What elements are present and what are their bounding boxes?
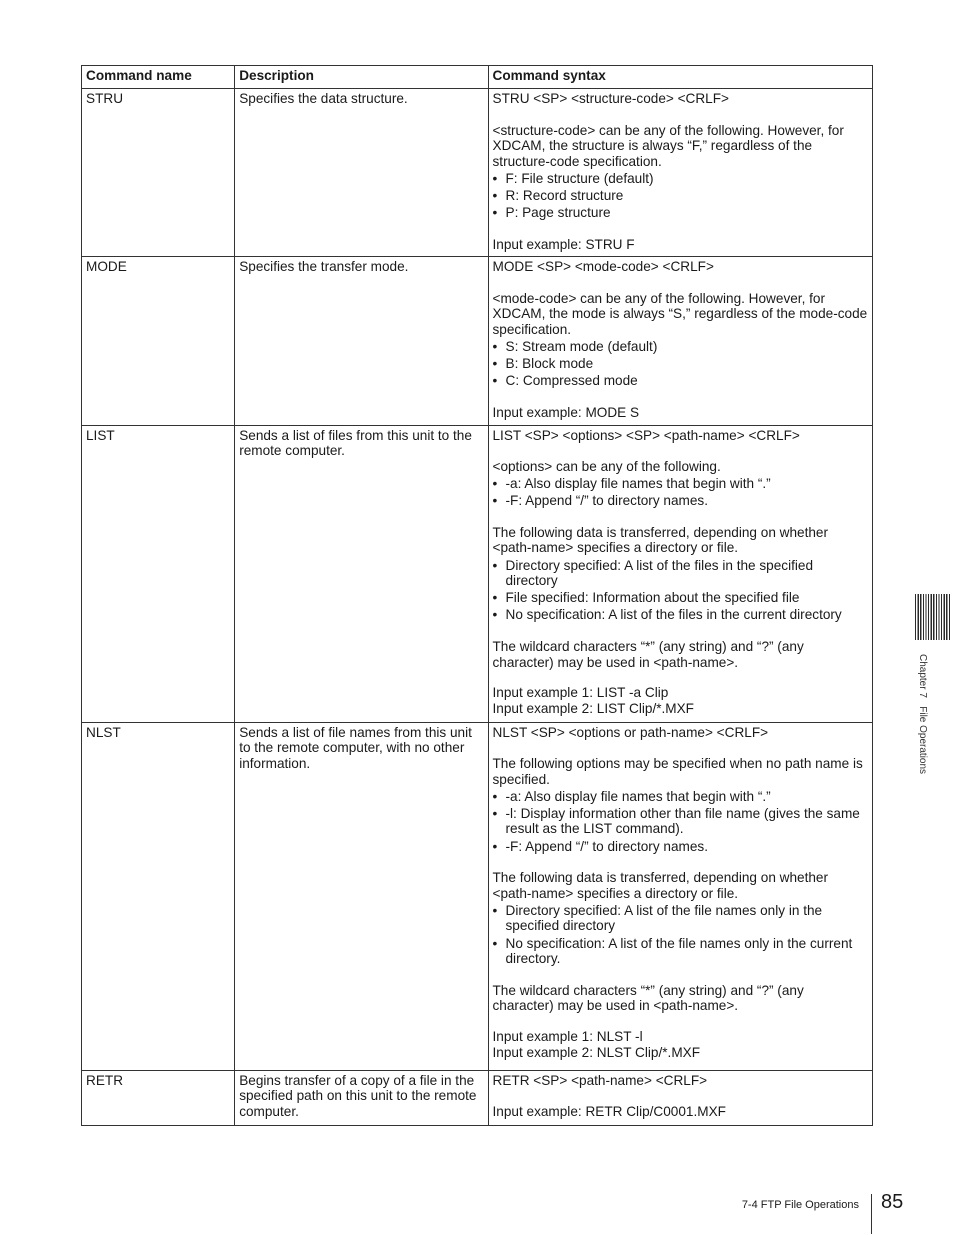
command-description: Sends a list of file names from this unit to the remote computer, with no other information.: [235, 722, 488, 1070]
transfer-intro: The following data is transferred, depending on whether <path-name> specifies a directory or file.: [492, 870, 829, 901]
syntax-line: NLST <SP> <options or path-name> <CRLF>: [492, 724, 769, 740]
command-description: Specifies the transfer mode.: [235, 257, 488, 425]
option-list: [493, 171, 869, 221]
list-item: • S: Stream mode (default): [493, 339, 869, 355]
syntax-line: LIST <SP> <options> <SP> <path-name> <CRLF>: [492, 427, 800, 443]
list-item: • -a: Also display file names that begin with “.”: [493, 789, 869, 805]
command-syntax-cell: [488, 89, 873, 257]
options-intro: <options> can be any of the following.: [492, 459, 721, 475]
input-example: Input example: MODE S: [492, 404, 640, 420]
wildcard-note: The wildcard characters “*” (any string) and “?” (any character) may be used in <path-name>.: [492, 982, 804, 1014]
command-name: RETR: [82, 1070, 235, 1125]
command-syntax-cell: [488, 1070, 873, 1125]
syntax-note: <mode-code> can be any of the following. However, for XDCAM, the mode is always “S,” regardless of the mode-code specification.: [492, 290, 868, 338]
header-command-name: Command name: [82, 66, 235, 89]
list-item: • P: Page structure: [493, 205, 869, 221]
input-example: Input example: STRU F: [492, 236, 635, 252]
list-item: • F: File structure (default): [493, 171, 869, 187]
list-item: • C: Compressed mode: [493, 373, 869, 389]
list-item: • No specification: A list of the files in the current directory: [493, 607, 869, 623]
table-row: [82, 722, 873, 1070]
list-item: • B: Block mode: [493, 356, 869, 372]
list-item: • File specified: Information about the specified file: [493, 590, 869, 606]
input-example: Input example 1: NLST -l: [492, 1028, 643, 1044]
command-description: Begins transfer of a copy of a file in the specified path on this unit to the remote computer.: [235, 1070, 488, 1125]
option-list: [493, 339, 869, 389]
list-item: • -F: Append “/” to directory names.: [493, 839, 869, 855]
transfer-list: [493, 903, 869, 967]
option-list: [493, 476, 869, 509]
syntax-line: STRU <SP> <structure-code> <CRLF>: [492, 91, 729, 106]
header-command-syntax: Command syntax: [488, 66, 873, 89]
syntax-line: MODE <SP> <mode-code> <CRLF>: [492, 259, 714, 275]
table-header-row: [82, 66, 873, 89]
command-table: [81, 65, 873, 1126]
command-syntax-cell: [488, 425, 873, 722]
syntax-line: RETR <SP> <path-name> <CRLF>: [492, 1072, 708, 1088]
option-list: [493, 789, 869, 854]
input-example: Input example 2: LIST Clip/*.MXF: [492, 700, 694, 716]
table-row: [82, 257, 873, 425]
footer-section-title: 7-4 FTP File Operations: [741, 1199, 859, 1211]
chapter-side-label: Chapter 7 File Operations: [917, 654, 928, 775]
list-item: • Directory specified: A list of the file names only in the specified directory: [493, 903, 869, 934]
transfer-intro: The following data is transferred, depending on whether <path-name> specifies a directory or file.: [492, 524, 829, 556]
input-example: Input example 2: NLST Clip/*.MXF: [492, 1044, 701, 1060]
command-name: LIST: [82, 425, 235, 722]
list-item: • -l: Display information other than file name (gives the same result as the LIST command).: [493, 806, 869, 837]
options-intro: The following options may be specified when no path name is specified.: [492, 756, 863, 787]
command-description: Sends a list of files from this unit to the remote computer.: [235, 425, 488, 722]
command-name: MODE: [82, 257, 235, 425]
list-item: • R: Record structure: [493, 188, 869, 204]
syntax-note: <structure-code> can be any of the following. However, for XDCAM, the structure is always “F,” regardless of the structure-code specification.: [492, 122, 844, 169]
list-item: • No specification: A list of the file names only in the current directory.: [493, 936, 869, 967]
chapter-thumb-index: [915, 594, 950, 640]
input-example: Input example 1: LIST -a Clip: [492, 685, 669, 701]
command-description: Specifies the data structure.: [235, 89, 488, 257]
list-item: • Directory specified: A list of the files in the specified directory: [493, 558, 869, 589]
footer-divider: [871, 1194, 872, 1234]
command-name: STRU: [82, 89, 235, 257]
wildcard-note: The wildcard characters “*” (any string) and “?” (any character) may be used in <path-name>.: [492, 638, 804, 670]
table-row: [82, 89, 873, 257]
table-row: [82, 1070, 873, 1125]
command-name: NLST: [82, 722, 235, 1070]
page-number: 85: [881, 1191, 904, 1213]
input-example: Input example: RETR Clip/C0001.MXF: [492, 1104, 726, 1120]
command-syntax-cell: [488, 722, 873, 1070]
header-description: Description: [235, 66, 488, 89]
transfer-list: [493, 558, 869, 623]
table-row: [82, 425, 873, 722]
list-item: • -a: Also display file names that begin with “.”: [493, 476, 869, 492]
list-item: • -F: Append “/” to directory names.: [493, 493, 869, 509]
command-syntax-cell: [488, 257, 873, 425]
